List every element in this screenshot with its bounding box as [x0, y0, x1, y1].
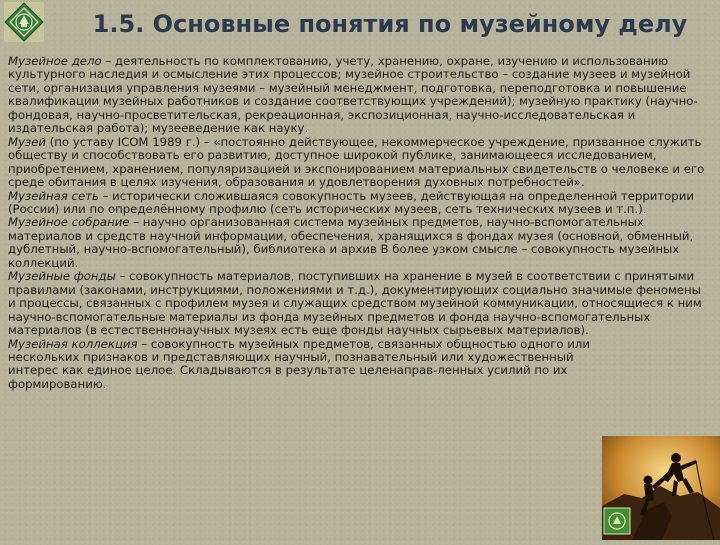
definition-museum-collection [8, 338, 608, 392]
climbers-teamwork-icon [602, 436, 720, 540]
logo-icon [2, 0, 46, 44]
definition-museum [8, 136, 708, 190]
definition-museum-network [8, 190, 708, 217]
definition-term: Музейная коллекция [8, 336, 138, 351]
definition-text: – совокупность музейных предметов, связанных общностью одного или нескольких признаков и представляющих научный, познавательный или художественный интерес как единое целое. Складываются в результате целенаправ-ленных усилий по их формированию. [8, 336, 590, 391]
definition-museum-funds [8, 270, 708, 337]
definition-museum-collection-system [8, 216, 708, 270]
definition-text: – совокупность материалов, поступивших на хранение в музей в соответствии с принятыми правилами (законами, инструкциями, положениями и т.д.), документирующих социально значимые феномены и процессы, связанных с профилем музея и служащих средством музейной коммуникации, относящиеся к ним научно-вспомогательные материалы из фонда музейных предметов и фонда научно-вспомогательных материалов (в естественнонаучных музеях есть еще фонды научных сырьевых материалов). [8, 269, 702, 338]
definition-text: – исторически сложившаяся совокупность музеев, действующая на определенной территории (России) или по определённому профилю (сеть исторических музеев, сеть технических музеев и т.п.). [8, 188, 694, 216]
definition-term: Музейная сеть [8, 188, 99, 203]
definition-text: (по уставу ICOM 1989 г.) – «постоянно действующее, некоммерческое учреждение, призванное служить обществу и способствовать его развитию, доступное широкой публике, занимающееся исследованием, приобретением, хранением, популяризацией и экспонированием материальных свидетельств о человеке и его среде обитания в целях изучения, образования и удовлетворения духовных потребностей». [8, 134, 705, 190]
definition-term: Музейные фонды [8, 269, 116, 284]
page-title: 1.5. Основные понятия по музейному делу [92, 10, 688, 38]
definition-museum-affairs [8, 55, 708, 136]
definition-term: Музей [8, 134, 47, 149]
definitions-text [8, 55, 708, 391]
definition-term: Музейное дело [8, 54, 102, 68]
definition-term: Музейное собрание [8, 215, 130, 230]
definition-text: – научно организованная система музейных предметов, научно-вспомогательных материалов и средств научной информации, обеспечения, хранящихся в фондах музея (основной, обменный, дублетный, научно-вспомогательный), библиотека и архив В более узком смысле – совокупность музейных коллекций. [8, 215, 694, 270]
definition-text: – деятельность по комплектованию, учету, хранению, охране, изучению и использованию культурного наследия и осмысление этих процессов; музейное строительство – создание музеев и музейной сети, организация управления музеями – музейный менеджмент, подготовка, переподготовка и повышение квалификации музейных работников и создание соответствующих учреждений); музейную практику (научно-фондовая, научно-просветительская, рекреационная, экспозиционная, научно-исследовательская и издательская работа); музееведение как науку. [8, 54, 698, 136]
